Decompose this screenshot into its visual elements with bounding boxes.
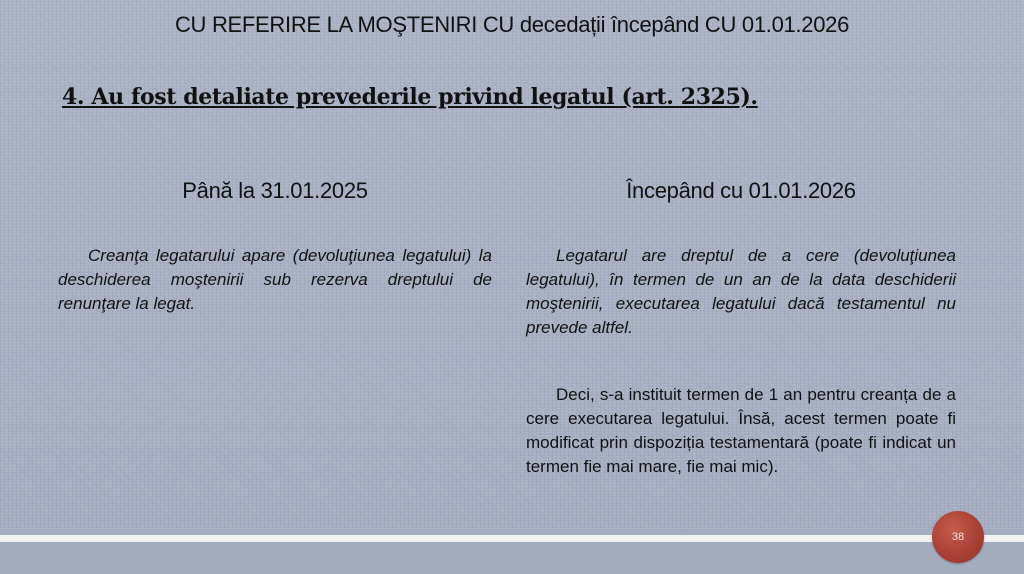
right-column-paragraph-2: Deci, s-a instituit termen de 1 an pentru creanța de a cere executarea legatului. Însă, acest termen poate fi modificat prin dispoziția testamentară (poate fi indicat un termen fie mai mare, fie mai mic). bbox=[526, 385, 956, 476]
footer-divider bbox=[0, 535, 1024, 542]
left-column-heading: Până la 31.01.2025 bbox=[182, 178, 368, 203]
right-column-heading: Începând cu 01.01.2026 bbox=[626, 178, 856, 203]
right-column-paragraph-1: Legatarul are dreptul de a cere (devoluţiunea legatului), în termen de un an de la data deschiderii moştenirii, executarea legatului dacă testamentul nu prevede altfel. bbox=[526, 246, 956, 337]
slide-subtitle: 4. Au fost detaliate prevederile privind legatul (art. 2325). bbox=[62, 84, 758, 110]
page-number: 38 bbox=[951, 531, 965, 543]
page-number-badge bbox=[932, 511, 984, 563]
left-column-paragraph: Creanţa legatarului apare (devoluţiunea legatului) la deschiderea moştenirii sub rezerva dreptului de renunţare la legat. bbox=[58, 246, 492, 313]
slide-title: CU REFERIRE LA MOŞTENIRI CU decedații începând CU 01.01.2026 bbox=[174, 12, 850, 37]
